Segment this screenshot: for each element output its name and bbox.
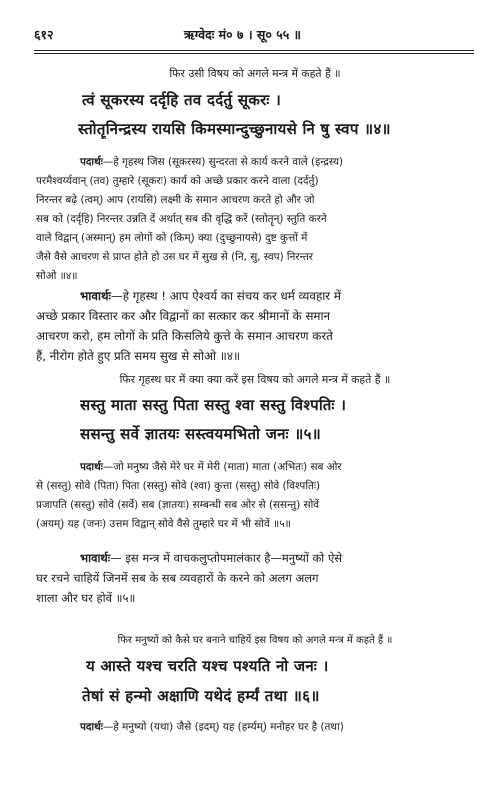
header-rule (34, 50, 474, 51)
mantra-line: ससन्तु सर्वे ज्ञातयः सस्त्वयमभितो जनः ॥५॥ (80, 425, 322, 443)
mantra-line: य आस्ते यश्च चरति यश्च पश्यति नो जनः । (86, 657, 329, 675)
paragraph-line: पदार्थः—हे गृहस्थ जिस (सूकरस्य) सुन्दरता से कार्य करने वाले (इन्द्रस्य) (80, 156, 344, 168)
page-header (34, 26, 474, 48)
bhavartha-paragraph (36, 548, 474, 608)
mantra-line: स्तोतॄनिन्द्रस्य रायसि किमस्मान्दुच्छुनायसे नि षु स्वप ॥४॥ (78, 120, 391, 138)
paragraph-line: हैं, नीरोग होते हुए प्रति समय सुख से सोओ ॥४॥ (36, 349, 241, 363)
paragraph-line: सोओ ॥४॥ (36, 270, 78, 282)
bhavartha-label: भावार्थः (80, 551, 111, 565)
bhavartha-label: भावार्थः (80, 289, 111, 303)
paragraph-line: सब को (दर्दृहि) निरन्तर उन्नति दें अर्थात् सब की वृद्धि करें (स्तोतॄन्) स्तुति करने (36, 213, 327, 225)
mantra-line: त्वं सूकरस्य दर्दृहि तव दर्दर्तु सूकरः । (82, 91, 282, 109)
paragraph-line: अच्छे प्रकार विस्तार कर और विद्वानों का सत्कार कर श्रीमानों के समान (36, 309, 331, 323)
header-rule (34, 53, 474, 54)
running-title: ऋग्वेदः मं० ७ । सू० ५५ ॥ (184, 27, 302, 42)
paragraph-line: वाले विद्वान् (अस्मान्) हम लोगों को (किम्) क्या (दुच्छुनायसे) दुष्ट कुत्तों में (36, 232, 308, 244)
padartha-label: पदार्थः (80, 721, 103, 733)
section-intro: फिर मनुष्यों को कैसे घर बनाने चाहियें इस विषय को अगले मन्त्र में कहते हैं ॥ (117, 635, 393, 646)
paragraph-line: घर रचने चाहियें जिनमें सब के सब व्यवहारों के करने को अलग अलग (36, 571, 319, 585)
mantra-line: तेषां सं हन्मो अक्षाणि यथेदं हर्म्यं तथा ॥६॥ (82, 687, 320, 705)
paragraph-line: पदार्थः—जो मनुष्य जैसे मेरे घर में मेरी (माता) माता (अभितः) सब ओर (80, 461, 342, 473)
paragraph-line: पदार्थः—हे मनुष्यो (यथा) जैसे (इदम्) यह (हर्म्यम्) मनोहर घर है (तथा) (80, 721, 344, 733)
paragraph-line: से (सस्तु) सोवे (पिता) पिता (सस्तु) सोवे (श्वा) कुत्ता (सस्तु) सोवे (विश्पतिः) (36, 480, 321, 492)
page-number: ६१२ (34, 27, 54, 42)
section-intro: फिर उसी विषय को अगले मन्त्र में कहते हैं ॥ (169, 67, 341, 80)
padartha-paragraph (36, 718, 474, 737)
padartha-label: पदार्थः (80, 156, 103, 168)
paragraph-line: शाला और घर होवें ॥५॥ (36, 591, 136, 605)
paragraph-line: (अयम्) यह (जनः) उत्तम विद्वान् सोवे वैसे तुम्हारे घर में भी सोवें ॥५॥ (36, 518, 291, 530)
paragraph-line: जैसे वैसे आचरण से प्राप्त होते हो उस घर में सुख से (नि, सु, स्वप) निरन्तर (36, 251, 314, 263)
mantra-line: सस्तु माता सस्तु पिता सस्तु श्वा सस्तु विश्पतिः । (80, 396, 347, 414)
paragraph-line: परमैश्वर्य्यवान् (तव) तुम्हारे (सूकरः) कार्य को अच्छे प्रकार करने वाला (दर्दर्तु) (36, 175, 319, 187)
padartha-paragraph (36, 153, 474, 286)
paragraph-line: भावार्थः—हे गृहस्थ ! आप ऐश्वर्य का संचय कर धर्म व्यवहार में (80, 289, 341, 303)
bhavartha-paragraph (36, 286, 474, 366)
padartha-paragraph (36, 458, 474, 534)
padartha-label: पदार्थः (80, 461, 103, 473)
paragraph-line: आचरण करो, हम लोगों के प्रति किसलिये कुत्ते के समान आचरण करते (36, 329, 333, 343)
paragraph-line: प्रजापति (सस्तु) सोवे (सर्वे) सब (ज्ञातयः) सम्बन्धी सब ओर से (ससन्तु) सोवें (36, 499, 320, 511)
section-intro: फिर गृहस्थ घर में क्या क्या करें इस विषय को अगले मन्त्र में कहते हैं ॥ (119, 373, 391, 386)
paragraph-line: भावार्थः— इस मन्त्र में वाचकलुप्तोपमालंकार है—मनुष्यों को ऐसे (80, 551, 343, 565)
paragraph-line: निरन्तर बढ़े (त्वम्) आप (रायसि) लक्ष्मी के समान आचरण करते हो और जो (36, 194, 315, 206)
